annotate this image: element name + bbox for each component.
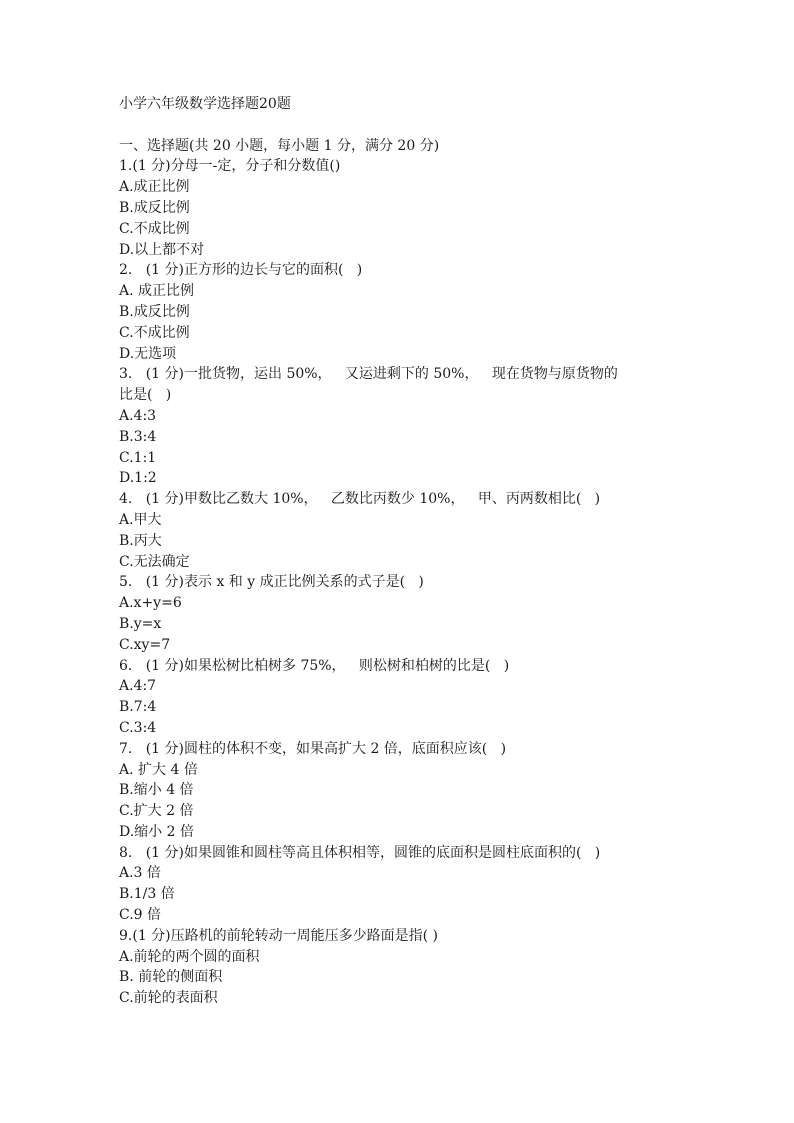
question-2 — [119, 260, 719, 364]
answer-option: A.成正比例 — [119, 179, 190, 196]
answer-option: C.3:4 — [119, 719, 157, 736]
answer-option: C.1:1 — [119, 449, 157, 466]
question-stem: 6. (1 分)如果松树比柏树多 75%， 则松树和柏树的比是( ) — [119, 657, 510, 674]
answer-option: C.9 倍 — [119, 907, 162, 924]
question-7 — [119, 739, 719, 843]
question-1 — [119, 156, 719, 260]
answer-option: D.以上都不对 — [119, 241, 205, 258]
answer-option: C.xy=7 — [119, 636, 171, 653]
answer-option: B. 前轮的侧面积 — [119, 969, 223, 986]
question-stem: 2. (1 分)正方形的边长与它的面积( ) — [119, 262, 363, 279]
answer-option: B.3:4 — [119, 428, 157, 445]
answer-option: B.y=x — [119, 615, 162, 632]
question-stem: 5. (1 分)表示 x 和 y 成正比例关系的式子是( ) — [119, 574, 424, 591]
answer-option: C.扩大 2 倍 — [119, 803, 194, 820]
section-heading: 一、选择题(共 20 小题，每小题 1 分，满分 20 分) — [119, 137, 440, 154]
blank-line — [119, 115, 719, 136]
answer-option: D.缩小 2 倍 — [119, 823, 194, 840]
answer-option: B.丙大 — [119, 532, 162, 549]
question-stem: 3. (1 分)一批货物，运出 50%， 又运进剩下的 50%， 现在货物与原货物的 — [119, 366, 618, 383]
document-title: 小学六年级数学选择题20题 — [119, 96, 291, 112]
question-stem: 7. (1 分)圆柱的体积不变，如果高扩大 2 倍，底面积应该( ) — [119, 740, 507, 757]
answer-option: A.4:3 — [119, 407, 157, 424]
answer-option: C.前轮的表面积 — [119, 990, 218, 1007]
question-5 — [119, 572, 719, 655]
answer-option: A. 成正比例 — [119, 283, 195, 300]
answer-option: B.1/3 倍 — [119, 886, 175, 903]
question-9 — [119, 926, 719, 1009]
question-stem: 8. (1 分)如果圆锥和圆柱等高且体积相等，圆锥的底面积是圆柱底面积的( ) — [119, 844, 601, 861]
answer-option: B.7:4 — [119, 699, 157, 716]
question-8 — [119, 843, 719, 926]
answer-option: B.成反比例 — [119, 303, 190, 320]
question-stem: 比是( ) — [119, 387, 172, 404]
question-stem: 4. (1 分)甲数比乙数大 10%， 乙数比丙数少 10%， 甲、丙两数相比( ) — [119, 491, 601, 508]
answer-option: D.1:2 — [119, 470, 157, 487]
question-3 — [119, 364, 719, 489]
answer-option: A. 扩大 4 倍 — [119, 761, 198, 778]
answer-option: A.x+y=6 — [119, 595, 182, 612]
answer-option: A.4:7 — [119, 678, 157, 695]
answer-option: A.甲大 — [119, 511, 162, 528]
answer-option: C.不成比例 — [119, 324, 190, 341]
question-4 — [119, 489, 719, 572]
question-stem: 1.(1 分)分母一-定，分子和分数值() — [119, 158, 341, 175]
answer-option: D.无选项 — [119, 345, 177, 362]
answer-option: B.缩小 4 倍 — [119, 782, 194, 799]
answer-option: B.成反比例 — [119, 199, 190, 216]
answer-option: A.前轮的两个圆的面积 — [119, 948, 260, 965]
answer-option: A.3 倍 — [119, 865, 161, 882]
document-page — [119, 94, 719, 1009]
answer-option: C.不成比例 — [119, 220, 190, 237]
question-6 — [119, 656, 719, 739]
question-list — [119, 156, 719, 1009]
question-stem: 9.(1 分)压路机的前轮转动一周能压多少路面是指( ) — [119, 927, 439, 944]
answer-option: C.无法确定 — [119, 553, 190, 570]
